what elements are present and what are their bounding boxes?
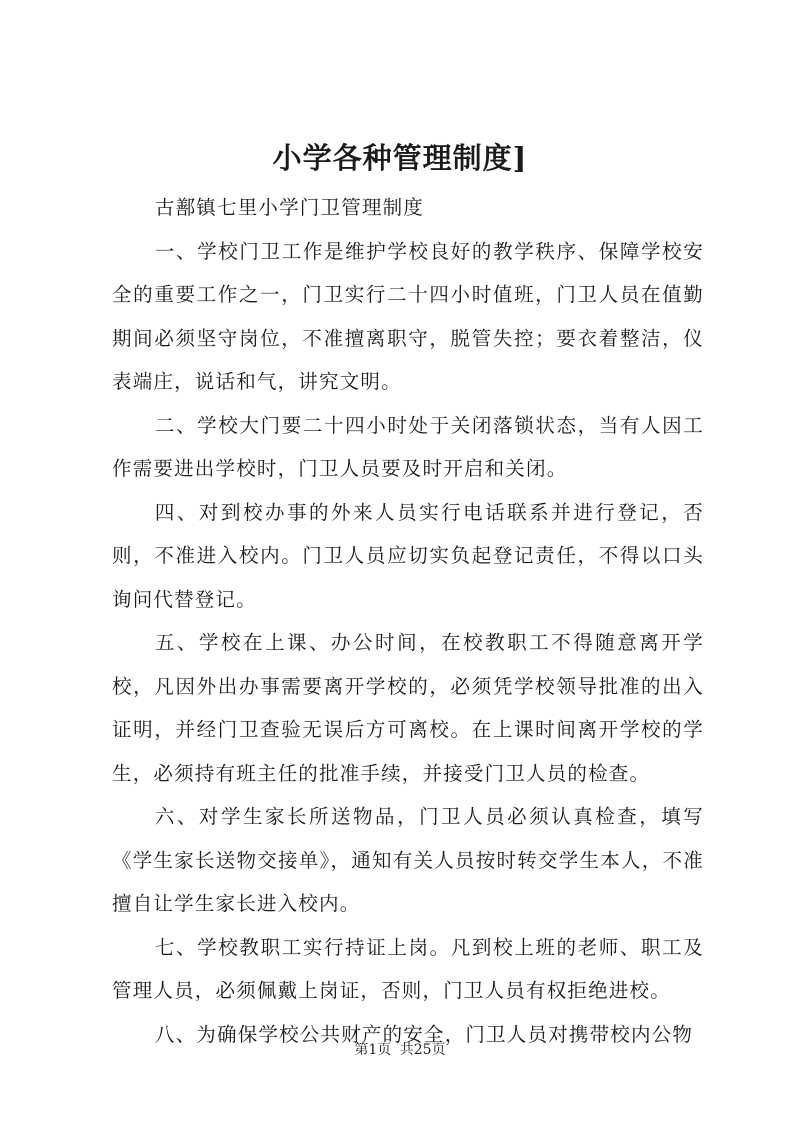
paragraph-subtitle: 古鄯镇七里小学门卫管理制度 <box>154 196 424 219</box>
document-body <box>112 186 704 1056</box>
document-title: 小学各种管理制度] <box>272 141 528 175</box>
page-total: 共25页 <box>399 1042 446 1058</box>
paragraph-rule-1: 一、学校门卫工作是维护学校良好的教学秩序、保障学校安全的重要工作之一，门卫实行二十四小时值班，门卫人员在值勤期间必须坚守岗位，不准擅离职守，脱管失控；要衣着整洁，仪表端庄，说话和气，讲究文明。 <box>112 239 704 393</box>
paragraph-rule-5: 五、学校在上课、办公时间，在校教职工不得随意离开学校，凡因外出办事需要离开学校的，必须凭学校领导批准的出入证明，并经门卫查验无误后方可离校。在上课时间离开学校的学生，必须持有班主任的批准手续，并接受门卫人员的检查。 <box>112 631 704 785</box>
paragraph-rule-7: 七、学校教职工实行持证上岗。凡到校上班的老师、职工及管理人员，必须佩戴上岗证，否则，门卫人员有权拒绝进校。 <box>112 935 704 1002</box>
page-number: 第1页 <box>354 1042 392 1058</box>
paragraph-rule-8: 八、为确保学校公共财产的安全，门卫人员对携带校内公物 <box>154 1022 694 1046</box>
page-footer <box>0 1040 800 1060</box>
paragraph-rule-4: 四、对到校办事的外来人员实行电话联系并进行登记，否则，不准进入校内。门卫人员应切实负起登记责任，不得以口头询问代替登记。 <box>112 500 704 611</box>
paragraph-rule-2: 二、学校大门要二十四小时处于关闭落锁状态，当有人因工作需要进出学校时，门卫人员要及时开启和关闭。 <box>112 413 704 480</box>
paragraph-rule-6: 六、对学生家长所送物品，门卫人员必须认真检查，填写《学生家长送物交接单》，通知有关人员按时转交学生本人，不准擅自让学生家长进入校内。 <box>112 805 704 915</box>
